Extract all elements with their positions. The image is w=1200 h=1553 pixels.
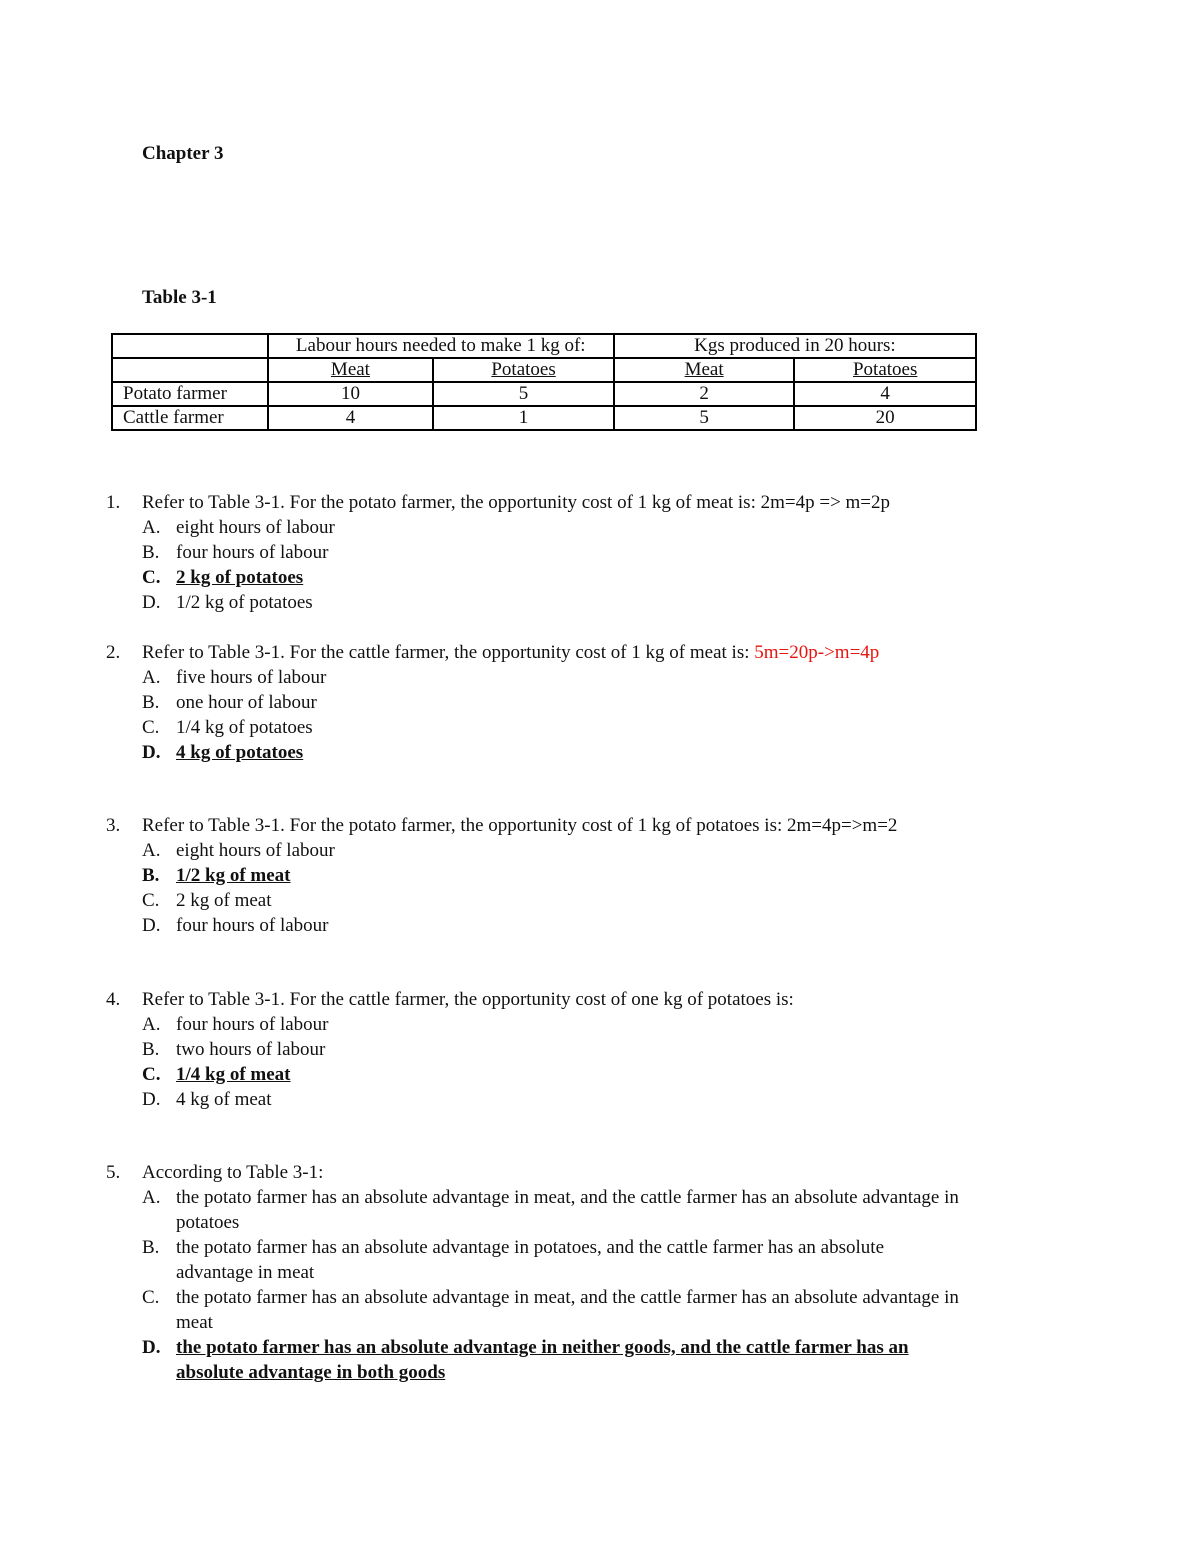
option-a — [106, 1012, 1006, 1037]
option-b-correct-answer — [106, 863, 1006, 888]
option-text: five hours of labour — [176, 667, 327, 688]
option-b — [106, 690, 1006, 715]
option-a — [106, 665, 1006, 690]
chapter-heading: Chapter 3 — [142, 143, 224, 164]
table-cell: 4 — [268, 406, 434, 430]
table-cell: 1 — [433, 406, 614, 430]
option-letter: C. — [142, 890, 160, 911]
table-cell: 20 — [794, 406, 976, 430]
option-c — [106, 888, 1006, 913]
option-letter: A. — [142, 1014, 161, 1035]
option-text: 4 kg of meat — [176, 1089, 272, 1110]
option-c-correct-answer — [106, 1062, 1006, 1087]
option-d-correct-answer — [106, 1335, 1006, 1385]
option-letter: A. — [142, 1187, 161, 1208]
table-cell: 10 — [268, 382, 434, 406]
option-text: the potato farmer has an absolute advantage in neither goods, and the cattle farmer has an absolute advantage in both goods — [176, 1337, 909, 1383]
option-text: 2 kg of meat — [176, 890, 272, 911]
table-sub-header: Potatoes — [433, 358, 614, 382]
option-letter: C. — [142, 1064, 161, 1085]
question-text: Refer to Table 3-1. For the potato farmer, the opportunity cost of 1 kg of meat is: 2m=4p => m=2p — [142, 492, 891, 513]
option-text: four hours of labour — [176, 1014, 329, 1035]
question-number: 4. — [106, 989, 121, 1010]
option-text: 1/2 kg of potatoes — [176, 592, 313, 613]
option-d — [106, 590, 1006, 615]
question-4 — [106, 987, 1006, 1112]
table-sub-header: Potatoes — [794, 358, 976, 382]
option-letter: B. — [142, 865, 160, 886]
option-text: 1/2 kg of meat — [176, 865, 291, 886]
option-letter: D. — [142, 742, 161, 763]
question-text: Refer to Table 3-1. For the potato farmer, the opportunity cost of 1 kg of potatoes is: 2m=4p=>m=2 — [142, 815, 898, 836]
option-a — [106, 515, 1006, 540]
table-cell: 4 — [794, 382, 976, 406]
question-number: 2. — [106, 642, 121, 663]
table-row-label: Cattle farmer — [112, 406, 268, 430]
table-group-header: Kgs produced in 20 hours: — [614, 334, 976, 358]
option-text: the potato farmer has an absolute advantage in meat, and the cattle farmer has an absolute advantage in potatoes — [176, 1187, 959, 1233]
option-text: one hour of labour — [176, 692, 317, 713]
question-text-wrap — [142, 640, 879, 665]
option-letter: B. — [142, 1039, 160, 1060]
question-number: 3. — [106, 815, 121, 836]
question-1 — [106, 490, 1006, 615]
question-number: 1. — [106, 492, 121, 513]
option-text: two hours of labour — [176, 1039, 326, 1060]
question-5 — [106, 1160, 1006, 1385]
table-group-header-row — [112, 334, 976, 358]
question-text: According to Table 3-1: — [142, 1162, 324, 1183]
option-letter: D. — [142, 592, 161, 613]
question-2 — [106, 640, 1006, 765]
option-letter: D. — [142, 915, 161, 936]
handwritten-note: 5m=20p->m=4p — [754, 642, 880, 663]
table-row — [112, 406, 976, 430]
option-b — [106, 1235, 1006, 1285]
option-text: four hours of labour — [176, 542, 329, 563]
option-letter: C. — [142, 1287, 160, 1308]
option-d-correct-answer — [106, 740, 1006, 765]
option-d — [106, 913, 1006, 938]
table-row-label: Potato farmer — [112, 382, 268, 406]
table-empty-cell — [112, 358, 268, 382]
option-letter: D. — [142, 1337, 161, 1358]
table-cell: 2 — [614, 382, 795, 406]
option-d — [106, 1087, 1006, 1112]
option-b — [106, 1037, 1006, 1062]
table-sub-header: Meat — [268, 358, 434, 382]
option-letter: B. — [142, 1237, 160, 1258]
option-letter: B. — [142, 692, 160, 713]
option-text: 2 kg of potatoes — [176, 567, 304, 588]
option-text: the potato farmer has an absolute advantage in meat, and the cattle farmer has an absolute advantage in meat — [176, 1287, 959, 1333]
table-cell: 5 — [433, 382, 614, 406]
question-number: 5. — [106, 1162, 121, 1183]
option-text: the potato farmer has an absolute advantage in potatoes, and the cattle farmer has an absolute advantage in meat — [176, 1237, 885, 1283]
option-text: eight hours of labour — [176, 517, 335, 538]
option-letter: A. — [142, 517, 161, 538]
option-text: 1/4 kg of potatoes — [176, 717, 313, 738]
question-3 — [106, 813, 1006, 938]
table-sub-header-row — [112, 358, 976, 382]
option-b — [106, 540, 1006, 565]
option-c-correct-answer — [106, 565, 1006, 590]
table-title: Table 3-1 — [142, 287, 217, 308]
table-group-header: Labour hours needed to make 1 kg of: — [268, 334, 614, 358]
table-row — [112, 382, 976, 406]
option-text: 1/4 kg of meat — [176, 1064, 291, 1085]
option-text: 4 kg of potatoes — [176, 742, 304, 763]
opportunity-cost-table — [111, 333, 977, 431]
option-letter: B. — [142, 542, 160, 563]
table-cell: 5 — [614, 406, 795, 430]
table-corner-cell — [112, 334, 268, 358]
option-letter: A. — [142, 667, 161, 688]
option-letter: C. — [142, 717, 160, 738]
question-text: Refer to Table 3-1. For the cattle farmer, the opportunity cost of one kg of potatoes is: — [142, 989, 794, 1010]
option-c — [106, 1285, 1006, 1335]
option-letter: D. — [142, 1089, 161, 1110]
option-a — [106, 1185, 1006, 1235]
option-c — [106, 715, 1006, 740]
question-text: Refer to Table 3-1. For the cattle farmer, the opportunity cost of 1 kg of meat is: — [142, 642, 755, 663]
table-sub-header: Meat — [614, 358, 795, 382]
option-letter: A. — [142, 840, 161, 861]
option-letter: C. — [142, 567, 161, 588]
option-a — [106, 838, 1006, 863]
option-text: eight hours of labour — [176, 840, 335, 861]
option-text: four hours of labour — [176, 915, 329, 936]
